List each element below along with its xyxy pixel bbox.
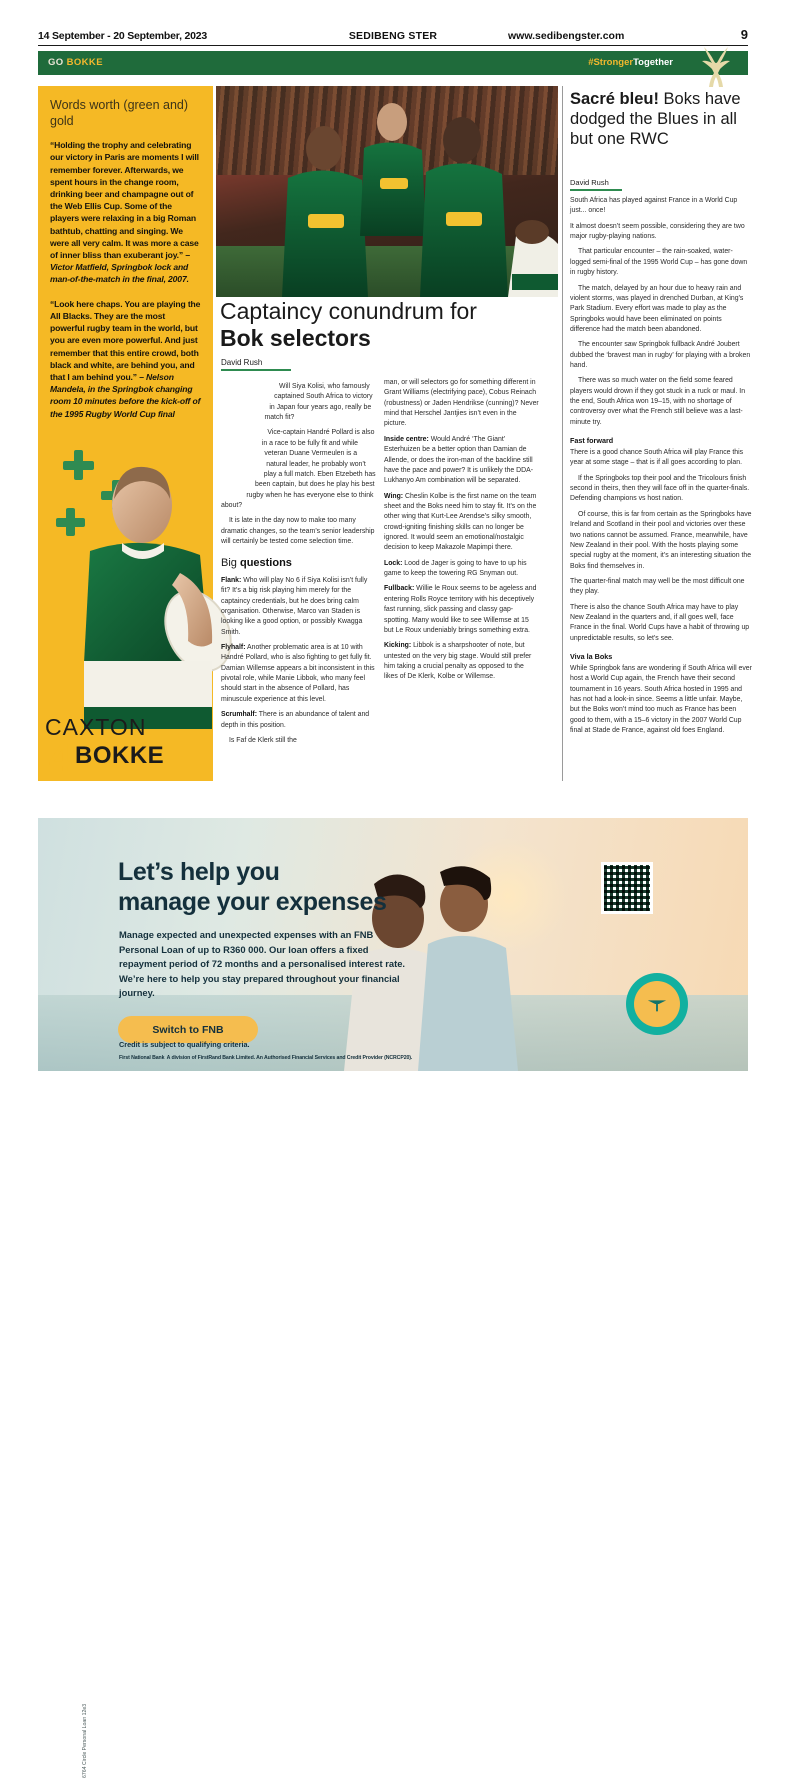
band-bokke-text: BOKKE [66,57,103,68]
col-b-paragraph: Kicking: Libbok is a sharpshooter of note, but untested on the very big stage. Would still prefer him taking a crucial penalty as opposed to the likes of De Klerk, Kolbe or Willemse. [384,642,532,681]
side-section-heading: Viva la Boks [570,652,613,662]
headline-plain: Captaincy conundrum for [220,298,477,324]
side-paragraph: While Springbok fans are wondering if South Africa will ever host a World Cup again, the French have their second tournament in 16 years. South Africa hosted in 1995 and has not had a look-in since. Seems a little unfair. Maybe, but the Boks won’t mind too much as France has been good to them, with a 15–6 victory in the 2007 World Cup final at Stade de France, against old foes England. [570,664,752,735]
springbok-icon [690,43,742,89]
hashtag-stronger: #Stronger [588,57,634,68]
side-paragraph: There is a good chance South Africa will play France this year at some stage – that is if all goes according to plan. [570,448,744,467]
ad-headline [118,858,458,917]
side-paragraph: There was so much water on the field some feared players would drown if they got stuck in a ruck or maul. In the end, South Africa won 19–15, with no shortage of controversy over what the French still believe was a last-minute try. [570,377,746,426]
side-headline-rest: Boks have dodged the Blues in all but one RWC [570,90,741,148]
ad-bank-name: First National Bank [119,1055,165,1061]
col-a-paragraph-lead: Scrumhalf: [221,711,257,719]
side-byline: David Rush [570,178,622,191]
col-a-paragraph: Flank: Who will play No 6 if Siya Kolisi isn’t fully fit? It’s a big risk playing him merely for the captaincy credentials, but he does bring calm organisation. Otherwise, Marco van Staden is looking like a good option, or possibly Kwagga Smith. [221,576,368,636]
col-b-paragraph: Lock: Lood de Jager is going to have to up his game to keep the towering RG Snyman out. [384,559,527,578]
side-headline-bold: Sacré bleu! [570,90,659,108]
side-paragraph: The encounter saw Springbok fullback André Joubert dubbed the ‘bravest man in rugby’ for playing with a broken hand. [570,341,751,370]
col-a-paragraph: It is late in the day now to make too many dramatic changes, so the team’s senior leadership will certainly be tested come selection time. [221,517,375,546]
main-byline: David Rush [221,358,291,371]
col-b-paragraph-lead: Inside centre: [384,435,429,443]
hero-photo [216,86,558,297]
band-go-text: GO [48,57,67,68]
side-paragraph: There is also the chance South Africa may have to play New Zealand in the quarters and, if all goes well, face France in the final. World Cups have a habit of throwing up unpredictable results, so let’s see. [570,603,750,642]
side-headline [570,90,758,149]
caxton-bokke-logo [45,714,205,780]
quotes-title: Words worth (green and) gold [50,98,189,128]
headline-bold: Bok selectors [220,324,371,351]
col-a-paragraph: Vice-captain Handré Pollard is also in a race to be fully fit and while veteran Duane Vermeulen is a natural leader, he probably won’t play a full match. Eben Etzebeth has been captain, but does he play his best rugby when he has everyone else to think about? [221,429,376,509]
col-a-subhead [221,555,376,572]
col-a-paragraph: Scrumhalf: There is an abundance of talent and depth in this position. [221,711,370,729]
quote-2-attribution: – Nelson Mandela, in the Springbok changing room 10 minutes before the kick-off of the 1995 Rugby World Cup final [50,371,201,419]
qr-code-icon [604,865,650,911]
col-a-paragraph-lead: Flank: [221,576,242,584]
col-b-paragraph-lead: Lock: [384,559,403,567]
masthead-publication: SEDIBENG STER [348,30,438,42]
caxton-bokke-word: BOKKE [75,742,165,769]
quote-2-text: “Look here chaps. You are playing the All Blacks. They are the most powerful rugby team in the world, but you are even more powerful. And just remember that this entire crowd, both black and white, are behind you, and that I am behind you.” [50,298,201,382]
band-left-label [48,57,103,68]
side-paragraph: South Africa has played against France in a World Cup just... once! [570,197,738,215]
side-paragraph: Of course, this is far from certain as the Springboks have Ireland and Scotland in their pool and victories over these two nations cannot be assumed. France, meanwhile, have New Zealand in their pool. With the hosts playing some special rugby at the moment, it’s an interesting situation the Boks find themselves in. [570,510,752,570]
switch-to-fnb-button[interactable]: Switch to FNB [118,1016,258,1043]
fnb-advertisement[interactable] [38,818,748,1778]
col-a-paragraph-lead: Flyhalf: [221,644,246,652]
side-paragraph: If the Springboks top their pool and the Tricolours finish second in theirs, then they will face off in the quarter-finals. Defending champions vs host nation. [570,474,750,503]
side-paragraph: The quarter-final match may well be the most difficult one they play. [570,577,745,596]
col-a-paragraph: Flyhalf: Another problematic area is at 10 with Handré Pollard, who is also fighting to get fully fit. Damian Willemse appears a bit inconsistent in this pivotal role, while Manie Libbok, who many feel should start in the absence of Pollard, has minuscule experience at this level. [221,644,375,703]
ad-body-copy: Manage expected and unexpected expenses with an FNB Personal Loan of up to R360 000. Our loan offers a fixed repayment period of 72 months and a personalised interest rate. We’re here to help you stay prepared throughout your financial journey. [119,929,406,999]
side-section-heading: Fast forward [570,436,614,446]
hero-players [216,86,558,297]
ad-bank-name-row [119,1052,412,1061]
col-a-subhead-bold: questions [239,557,292,570]
article-column-a [221,382,376,751]
quote-2 [38,286,213,420]
band-hashtag [588,57,673,68]
col-b-paragraph-lead: Wing: [384,492,404,500]
col-a-paragraph: Is Faf de Klerk still the [229,736,297,744]
side-paragraph: It almost doesn’t seem possible, considering they are two major rugby-playing nations. [570,222,745,241]
article-column-b [384,378,539,688]
quote-1-attribution: – Victor Matfield, Springbok lock and man-of-the-match in the final, 2007. [50,250,190,285]
masthead-date: 14 September - 20 September, 2023 [38,30,208,42]
fnb-logo-badge [626,973,688,1035]
column-divider [562,86,563,781]
main-headline [220,298,510,352]
caxton-number-four: 4 [49,736,72,780]
ad-vertical-code: 6764 Circle Personal Loan 12e3 [82,1703,88,1778]
col-b-paragraph-lead: Kicking: [384,642,412,650]
col-b-paragraph-lead: Fullback: [384,585,415,593]
ad-credit-disclaimer: Credit is subject to qualifying criteria. [119,1040,250,1049]
go-bokke-band [38,51,748,75]
masthead [38,24,748,46]
col-b-paragraph: Inside centre: Would André ‘The Giant’ Esterhuizen be a better option than Damian de Allende, or does the iron-man of the backline still have the pace and power? It is unlikely the DDA-Lukhanyo Am combination will be separated. [384,435,533,485]
quote-1-text: “Holding the trophy and celebrating our victory in Paris are moments I will remember forever. Afterwards, we spent hours in the change room, drinking beer and champagne out of the Web Ellis Cup. Some of the players were relaxing in a big Roman bathtub, chatting and singing. We were all very calm. It was more a case of inner bliss than exuberant joy.” [50,140,199,261]
quote-1 [38,129,213,285]
qr-code[interactable] [601,862,653,914]
col-a-paragraph: Will Siya Kolisi, who famously captained South Africa to victory in Japan four years ago, really be match fit? [264,383,373,422]
page-number: 9 [740,27,748,42]
col-b-paragraph: man, or will selectors go for something different in Grant Williams (electrifying pace), Cobus Reinach (robustness) or Jaden Hendrikse (cunning)? Never mind that Herschel Jantjies isn’t even in the picture. [384,379,539,428]
ad-headline-line2: manage your expenses [118,887,387,916]
col-b-paragraph: Wing: Cheslin Kolbe is the first name on the team sheet and the Boks need him to stay fit. It’s on the other wing that Kurt-Lee Arendse’s silky smooth, crowd-igniting finishing skills can no longer be ignored. It would seem an emotional/nostalgic decision to keep Makazole Mapimpi there. [384,492,537,552]
hashtag-together: Together [633,57,673,68]
side-paragraph: The match, delayed by an hour due to heavy rain and violent storms, was played in drenched Durban, at King’s Park Stadium. Every effort was made to play as the Springboks would have been eliminated on points difference had the match been abandoned. [570,284,744,333]
ad-bank-disclaimer: A division of FirstRand Bank Limited. An Authorised Financial Services and Credit Provider (NCRCP20). [166,1055,413,1061]
fnb-acacia-tree-icon [646,993,668,1015]
col-a-subhead-plain: Big [221,557,240,570]
ad-headline-line1: Let’s help you [118,858,280,886]
masthead-website[interactable]: www.sedibengster.com [508,30,625,42]
side-paragraph: That particular encounter – the rain-soaked, water-logged semi-final of the 1995 World Cup – has gone down in rugby history. [570,248,748,277]
col-b-paragraph: Fullback: Willie le Roux seems to be ageless and entering Rolls Royce territory with his deceptively fast running, slick passing and classy gap-spotting. Many would like to see Willemse at 15 but Le Roux undeniably brings something extra. [384,585,537,634]
side-article-body [570,196,752,741]
fnb-badge-inner [634,981,680,1027]
caxton-word: CAXTON [45,714,147,740]
